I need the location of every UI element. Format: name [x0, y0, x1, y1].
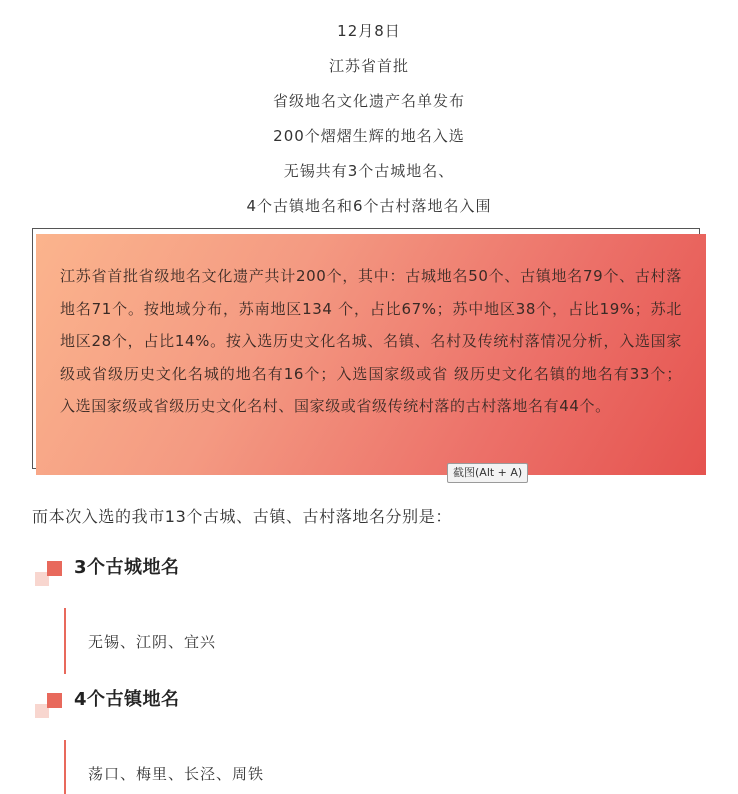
- intro-date: 12月8日: [337, 22, 401, 40]
- section-title-ancient-towns: 4个古镇地名: [74, 689, 180, 710]
- intro-line-list-published: 省级地名文化遗产名单发布: [272, 92, 465, 110]
- section-bullet-icon: [32, 555, 64, 591]
- bullet-square-dark: [47, 561, 62, 576]
- lead-paragraph: 而本次入选的我市13个古城、古镇、古村落地名分别是：: [32, 507, 452, 526]
- intro-block: [0, 14, 738, 224]
- intro-line-province: 江苏省首批: [328, 57, 409, 75]
- summary-text: 江苏省首批省级地名文化遗产共计200个，其中：古城地名50个、古镇地名79个、古村落地名71个。按地域分布，苏南地区134 个，占比67%；苏中地区38个，占比19%；苏北地区28个，占比14%。按入选历史文化名城、名镇、名村及传统村落情况分析，入选国家级或省级历史文化名城的地名有16个；入选国家级或省 级历史文化名镇的地名有33个；入选国家级或省级历史文化名村、国家级或省级传统村落的古村落地名有44个。: [60, 267, 682, 415]
- section-bullet-icon: [32, 687, 64, 723]
- section-ancient-towns-body: [64, 740, 566, 794]
- summary-card: [32, 228, 706, 475]
- summary-gradient-box: [36, 234, 706, 475]
- screenshot-tooltip: 截图(Alt + A): [447, 463, 528, 483]
- bullet-square-dark: [47, 693, 62, 708]
- section-title-ancient-cities: 3个古城地名: [74, 557, 180, 578]
- section-ancient-cities-body: [64, 608, 566, 674]
- section-ancient-towns-header: [32, 687, 432, 723]
- intro-line-wuxi-towns-villages: 4个古镇地名和6个古村落地名入围: [246, 197, 492, 215]
- section-ancient-cities-header: [32, 555, 432, 591]
- section-content-ancient-cities: 无锡、江阴、宜兴: [88, 633, 217, 651]
- intro-line-count: 200个熠熠生辉的地名入选: [273, 127, 465, 145]
- intro-line-wuxi-cities: 无锡共有3个古城地名、: [283, 162, 455, 180]
- section-content-ancient-towns: 荡口、梅里、长泾、周铁: [88, 765, 265, 783]
